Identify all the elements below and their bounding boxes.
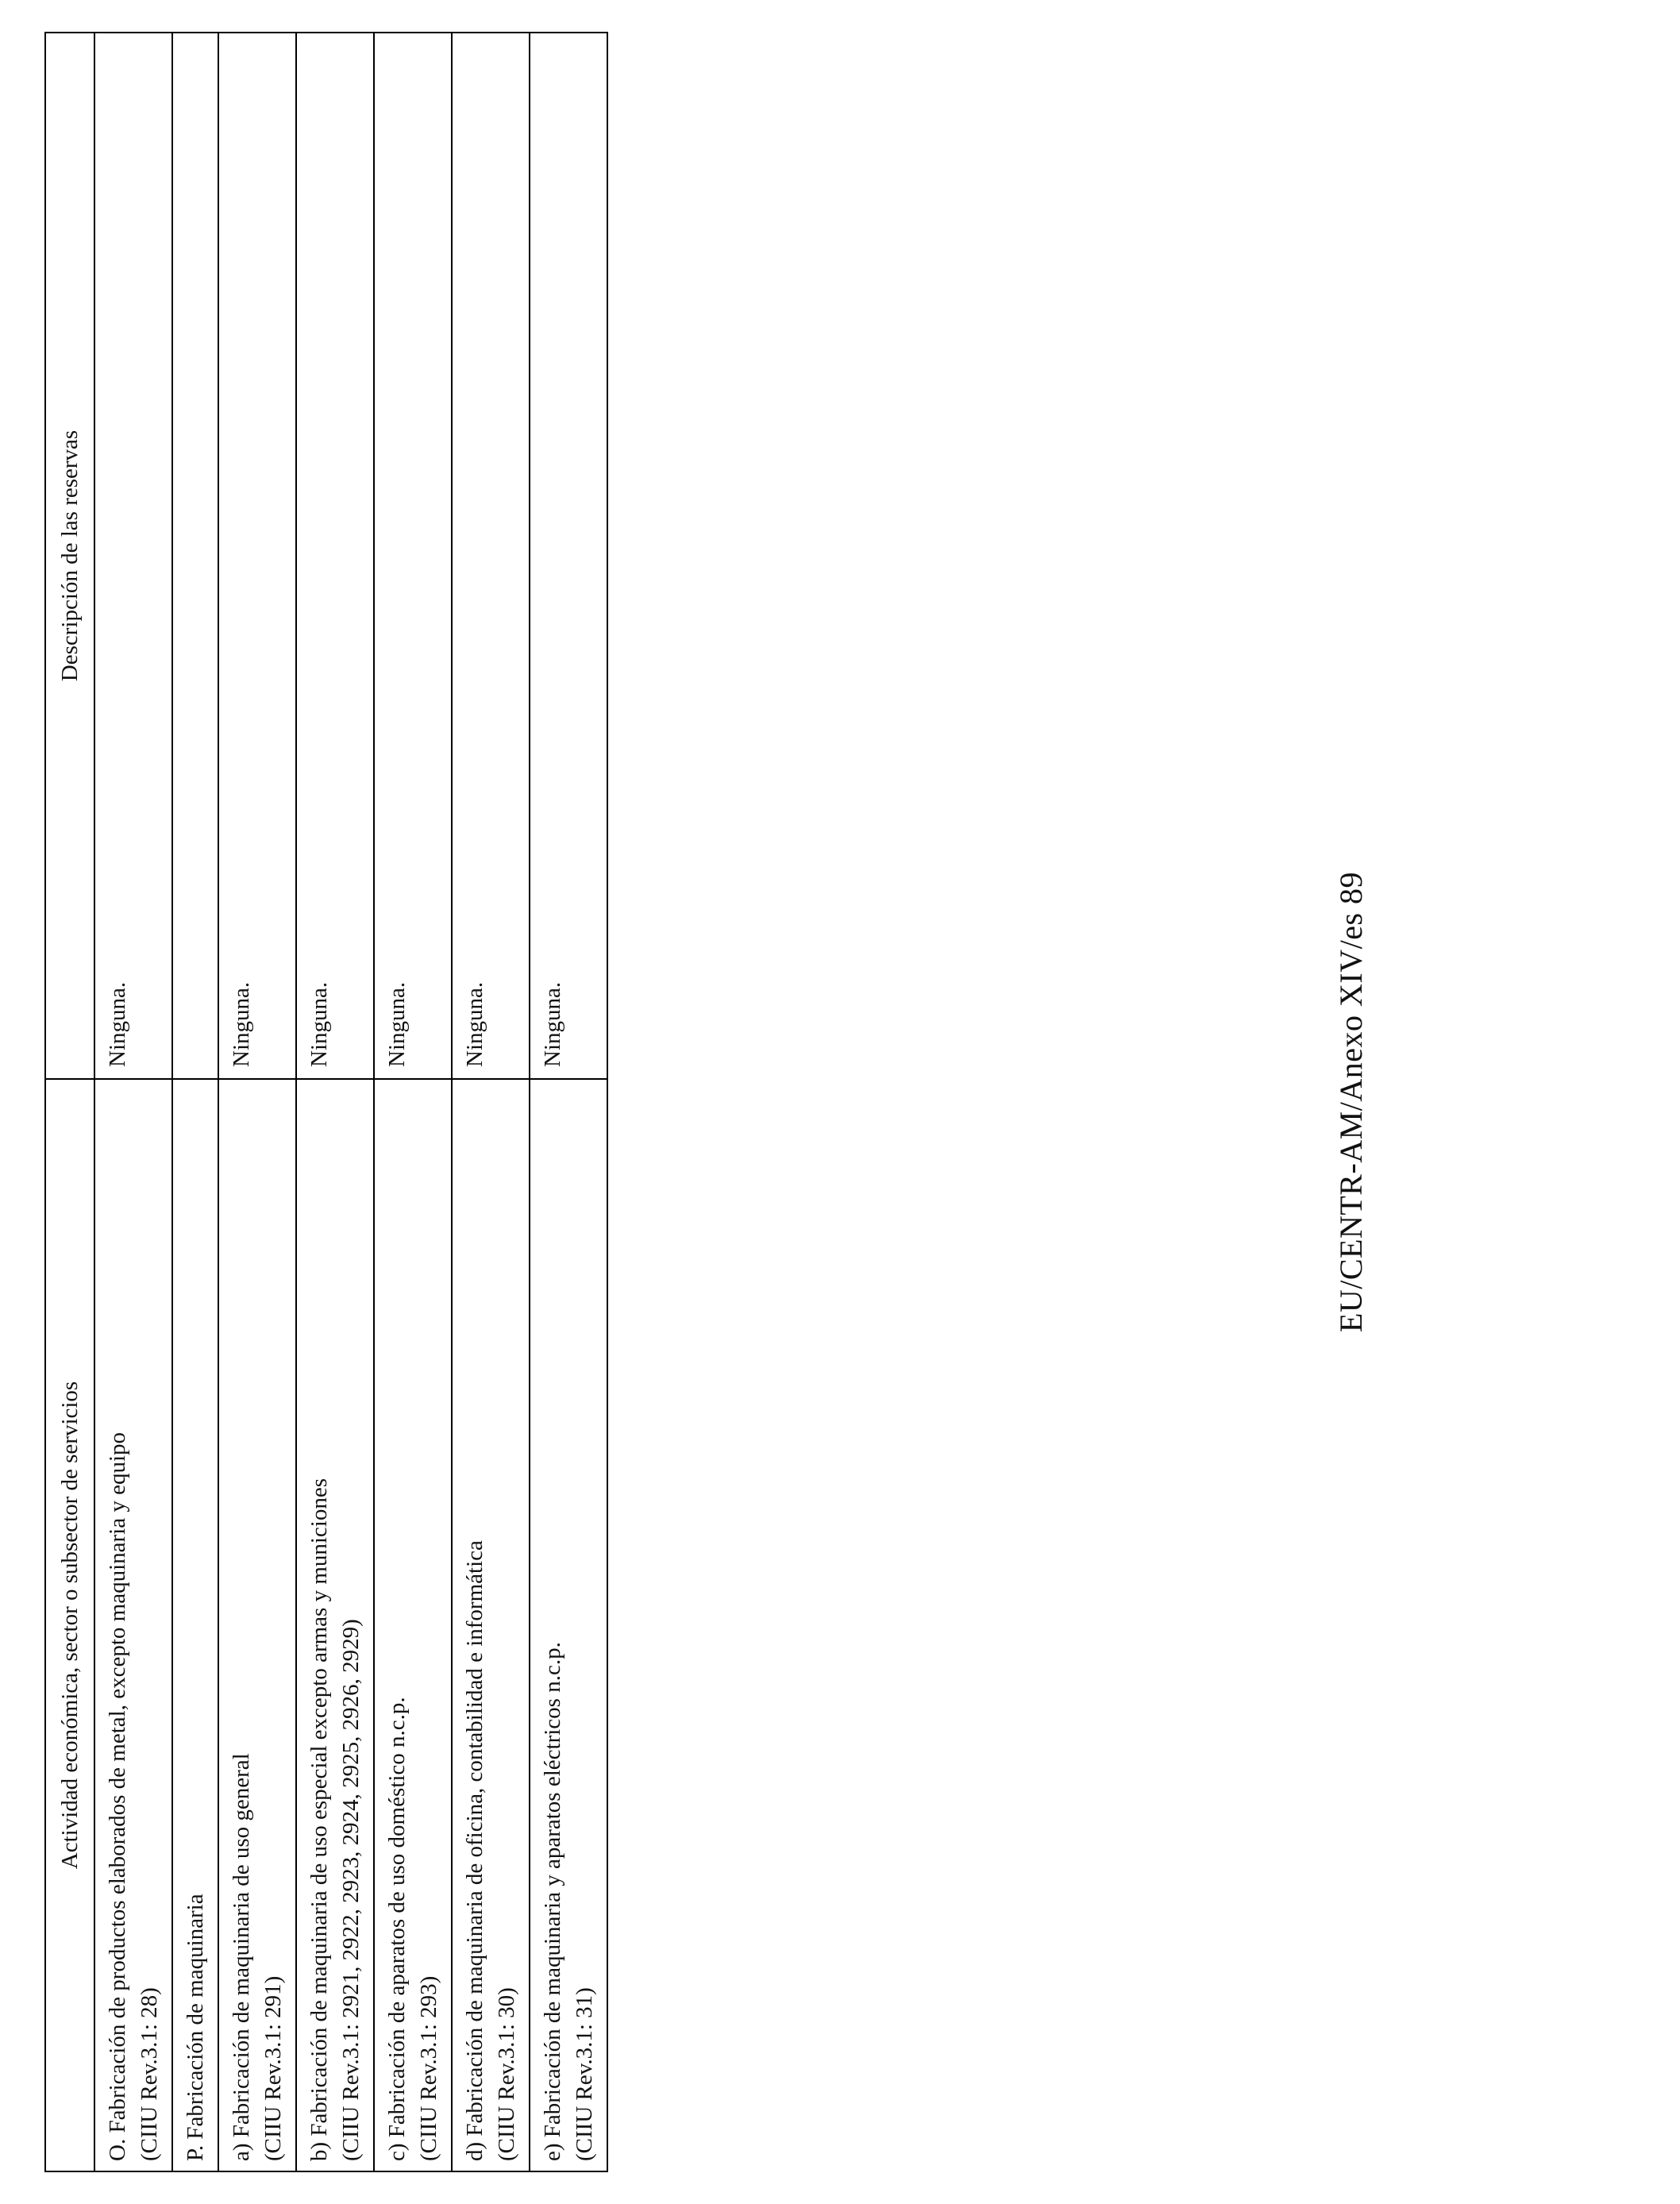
activity-cell xyxy=(296,1079,374,2171)
activity-code: (CIIU Rev.3.1: 31) xyxy=(572,1987,597,2161)
table-row xyxy=(296,33,374,2171)
page-footer-reference: EU/CENTR-AM/Anexo XIV/es 89 xyxy=(1333,871,1369,1333)
activity-title: P. Fabricación de maquinaria xyxy=(183,1894,208,2161)
activity-title: O. Fabricación de productos elaborados de metal, excepto maquinaria y equipo xyxy=(105,1431,130,2161)
activity-cell xyxy=(218,1079,296,2171)
description-cell: Ninguna. xyxy=(94,33,172,1079)
description-cell: Ninguna. xyxy=(296,33,374,1079)
activity-title: e) Fabricación de maquinaria y aparatos eléctricos n.c.p. xyxy=(540,1642,565,2161)
activity-cell xyxy=(530,1079,607,2171)
activity-cell xyxy=(374,1079,452,2171)
activity-cell xyxy=(452,1079,530,2171)
table-row xyxy=(94,33,172,2171)
activity-code: (CIIU Rev.3.1: 293) xyxy=(416,1975,441,2161)
activity-title: a) Fabricación de maquinaria de uso general xyxy=(229,1753,254,2161)
table-row xyxy=(374,33,452,2171)
header-description: Descripción de las reservas xyxy=(45,33,94,1079)
description-cell: Ninguna. xyxy=(530,33,607,1079)
description-cell: Ninguna. xyxy=(452,33,530,1079)
activity-title: c) Fabricación de aparatos de uso doméstico n.c.p. xyxy=(384,1697,410,2161)
table-header-row xyxy=(45,33,94,2171)
description-cell: Ninguna. xyxy=(218,33,296,1079)
description-cell xyxy=(172,33,218,1079)
activity-code: (CIIU Rev.3.1: 30) xyxy=(494,1987,519,2161)
activity-code: (CIIU Rev.3.1: 2921, 2922, 2923, 2924, 2925, 2926, 2929) xyxy=(338,1619,364,2161)
description-cell: Ninguna. xyxy=(374,33,452,1079)
activity-code: (CIIU Rev.3.1: 291) xyxy=(260,1975,286,2161)
activity-code: (CIIU Rev.3.1: 28) xyxy=(137,1987,162,2161)
header-activity: Actividad económica, sector o subsector de servicios xyxy=(45,1079,94,2171)
activity-cell xyxy=(172,1079,218,2171)
activity-title: b) Fabricación de maquinaria de uso especial excepto armas y municiones xyxy=(306,1478,332,2161)
reservations-table xyxy=(44,32,608,2172)
activity-cell xyxy=(94,1079,172,2171)
table-row xyxy=(452,33,530,2171)
table-row xyxy=(218,33,296,2171)
activity-title: d) Fabricación de maquinaria de oficina, contabilidad e informática xyxy=(462,1540,487,2161)
table-row xyxy=(172,33,218,2171)
table-row xyxy=(530,33,607,2171)
